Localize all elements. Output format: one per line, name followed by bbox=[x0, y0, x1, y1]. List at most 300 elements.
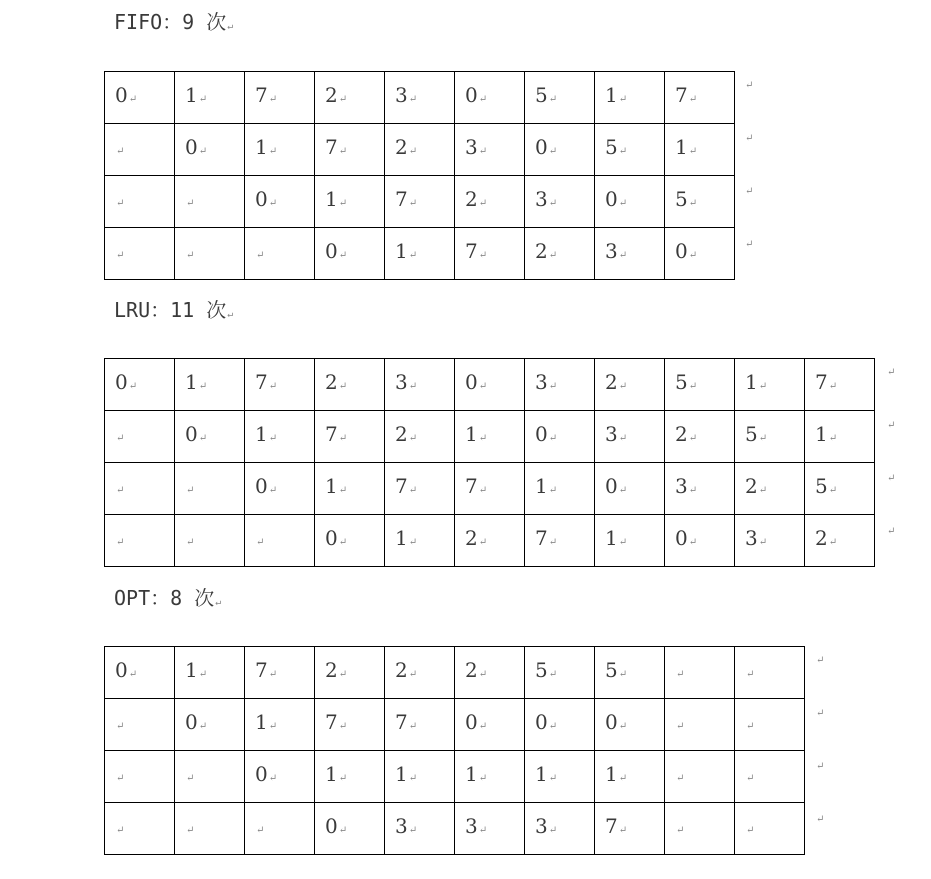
table-cell bbox=[525, 176, 595, 228]
table-cell bbox=[665, 72, 735, 124]
cell-value: 5 bbox=[535, 658, 548, 682]
table-cell bbox=[665, 411, 735, 463]
cell-value: 0 bbox=[675, 239, 688, 263]
cell-value: 2 bbox=[395, 135, 408, 159]
table-row bbox=[105, 72, 735, 124]
paragraph-mark-icon: ↵ bbox=[676, 825, 685, 836]
paragraph-mark-icon: ↵ bbox=[128, 94, 138, 105]
paragraph-mark-icon: ↵ bbox=[268, 433, 278, 444]
paragraph-mark-icon: ↵ bbox=[688, 250, 698, 261]
paragraph-mark-icon: ↵ bbox=[227, 21, 234, 32]
cell-value: 0 bbox=[185, 422, 198, 446]
table-cell bbox=[525, 463, 595, 515]
cell-value: 0 bbox=[535, 710, 548, 734]
table-cell bbox=[525, 803, 595, 855]
table-cell bbox=[665, 751, 735, 803]
table-cell bbox=[245, 411, 315, 463]
table-cell bbox=[595, 647, 665, 699]
cell-value: 2 bbox=[745, 474, 758, 498]
table-cell bbox=[175, 72, 245, 124]
cell-value: 0 bbox=[465, 710, 478, 734]
table-cell bbox=[455, 751, 525, 803]
paragraph-mark-icon: ↵ bbox=[408, 721, 418, 732]
table-cell bbox=[595, 803, 665, 855]
table-cell bbox=[665, 124, 735, 176]
table-cell bbox=[245, 176, 315, 228]
cell-value: 1 bbox=[605, 762, 618, 786]
table-cell bbox=[665, 463, 735, 515]
paragraph-mark-icon: ↵ bbox=[116, 198, 125, 209]
paragraph-mark-icon: ↵ bbox=[548, 669, 558, 680]
cell-value: 1 bbox=[325, 762, 338, 786]
paragraph-mark-icon: ↵ bbox=[128, 381, 138, 392]
row-end-mark-icon: ↵ bbox=[745, 133, 754, 144]
cell-value: 5 bbox=[815, 474, 828, 498]
paragraph-mark-icon: ↵ bbox=[548, 198, 558, 209]
paragraph-mark-icon: ↵ bbox=[688, 198, 698, 209]
table-cell bbox=[105, 228, 175, 280]
cell-value: 5 bbox=[675, 370, 688, 394]
paragraph-mark-icon: ↵ bbox=[618, 381, 628, 392]
paragraph-mark-icon: ↵ bbox=[116, 825, 125, 836]
table-cell bbox=[595, 124, 665, 176]
table-cell bbox=[175, 647, 245, 699]
cell-value: 5 bbox=[605, 658, 618, 682]
cell-value: 3 bbox=[605, 239, 618, 263]
table-cell bbox=[315, 515, 385, 567]
table-row bbox=[105, 176, 735, 228]
table-row bbox=[105, 647, 805, 699]
cell-value: 3 bbox=[675, 474, 688, 498]
paragraph-mark-icon: ↵ bbox=[676, 773, 685, 784]
cell-value: 0 bbox=[535, 422, 548, 446]
cell-value: 7 bbox=[395, 710, 408, 734]
paragraph-mark-icon: ↵ bbox=[198, 146, 208, 157]
table-cell bbox=[175, 803, 245, 855]
table-cell bbox=[455, 124, 525, 176]
table-cell bbox=[105, 515, 175, 567]
paragraph-mark-icon: ↵ bbox=[198, 381, 208, 392]
table-row bbox=[105, 751, 805, 803]
paragraph-mark-icon: ↵ bbox=[116, 433, 125, 444]
table-cell bbox=[105, 463, 175, 515]
table-cell bbox=[805, 463, 875, 515]
table-cell bbox=[245, 463, 315, 515]
cell-value: 0 bbox=[255, 474, 268, 498]
cell-value: 3 bbox=[745, 526, 758, 550]
cell-value: 3 bbox=[465, 135, 478, 159]
table-cell bbox=[735, 699, 805, 751]
table-cell bbox=[595, 463, 665, 515]
cell-value: 7 bbox=[395, 187, 408, 211]
cell-value: 3 bbox=[395, 83, 408, 107]
cell-value: 0 bbox=[115, 370, 128, 394]
table-cell bbox=[665, 515, 735, 567]
cell-value: 3 bbox=[535, 370, 548, 394]
table-cell bbox=[735, 463, 805, 515]
paragraph-mark-icon: ↵ bbox=[186, 773, 195, 784]
paragraph-mark-icon: ↵ bbox=[268, 669, 278, 680]
table-cell bbox=[455, 411, 525, 463]
paragraph-mark-icon: ↵ bbox=[116, 250, 125, 261]
paragraph-mark-icon: ↵ bbox=[198, 721, 208, 732]
cell-value: 1 bbox=[395, 526, 408, 550]
cell-value: 1 bbox=[745, 370, 758, 394]
row-end-mark-icon: ↵ bbox=[816, 655, 825, 666]
cell-value: 2 bbox=[675, 422, 688, 446]
cell-value: 7 bbox=[605, 814, 618, 838]
fifo-heading-text: FIFO：9 次 bbox=[114, 10, 227, 34]
table-cell bbox=[805, 359, 875, 411]
paragraph-mark-icon: ↵ bbox=[268, 146, 278, 157]
lru-table bbox=[104, 358, 875, 567]
paragraph-mark-icon: ↵ bbox=[198, 94, 208, 105]
paragraph-mark-icon: ↵ bbox=[116, 721, 125, 732]
paragraph-mark-icon: ↵ bbox=[548, 146, 558, 157]
cell-value: 1 bbox=[395, 762, 408, 786]
table-cell bbox=[665, 803, 735, 855]
row-end-mark-icon: ↵ bbox=[745, 80, 754, 91]
table-cell bbox=[245, 515, 315, 567]
table-cell bbox=[525, 647, 595, 699]
paragraph-mark-icon: ↵ bbox=[268, 773, 278, 784]
table-cell bbox=[245, 72, 315, 124]
paragraph-mark-icon: ↵ bbox=[478, 485, 488, 496]
paragraph-mark-icon: ↵ bbox=[758, 537, 768, 548]
paragraph-mark-icon: ↵ bbox=[338, 433, 348, 444]
cell-value: 3 bbox=[465, 814, 478, 838]
cell-value: 2 bbox=[395, 658, 408, 682]
table-cell bbox=[105, 176, 175, 228]
paragraph-mark-icon: ↵ bbox=[676, 721, 685, 732]
table-cell bbox=[245, 699, 315, 751]
paragraph-mark-icon: ↵ bbox=[186, 250, 195, 261]
table-cell bbox=[245, 228, 315, 280]
cell-value: 2 bbox=[395, 422, 408, 446]
cell-value: 7 bbox=[255, 658, 268, 682]
paragraph-mark-icon: ↵ bbox=[338, 485, 348, 496]
table-cell bbox=[525, 72, 595, 124]
paragraph-mark-icon: ↵ bbox=[408, 250, 418, 261]
paragraph-mark-icon: ↵ bbox=[478, 433, 488, 444]
table-cell bbox=[735, 751, 805, 803]
paragraph-mark-icon: ↵ bbox=[548, 94, 558, 105]
cell-value: 0 bbox=[255, 187, 268, 211]
paragraph-mark-icon: ↵ bbox=[338, 825, 348, 836]
table-cell bbox=[245, 647, 315, 699]
paragraph-mark-icon: ↵ bbox=[338, 250, 348, 261]
paragraph-mark-icon: ↵ bbox=[338, 669, 348, 680]
row-end-mark-icon: ↵ bbox=[887, 473, 896, 484]
paragraph-mark-icon: ↵ bbox=[116, 537, 125, 548]
paragraph-mark-icon: ↵ bbox=[746, 721, 755, 732]
paragraph-mark-icon: ↵ bbox=[548, 433, 558, 444]
cell-value: 7 bbox=[465, 474, 478, 498]
table-cell bbox=[595, 176, 665, 228]
table-cell bbox=[245, 803, 315, 855]
cell-value: 0 bbox=[325, 526, 338, 550]
table-cell bbox=[315, 228, 385, 280]
table-cell bbox=[315, 359, 385, 411]
table-cell bbox=[455, 359, 525, 411]
table-cell bbox=[315, 751, 385, 803]
table-cell bbox=[385, 359, 455, 411]
paragraph-mark-icon: ↵ bbox=[268, 198, 278, 209]
row-end-mark-icon: ↵ bbox=[887, 526, 896, 537]
cell-value: 0 bbox=[115, 83, 128, 107]
cell-value: 0 bbox=[605, 187, 618, 211]
cell-value: 2 bbox=[325, 370, 338, 394]
table-cell bbox=[595, 72, 665, 124]
table-cell bbox=[735, 411, 805, 463]
paragraph-mark-icon: ↵ bbox=[828, 485, 838, 496]
table-cell bbox=[245, 751, 315, 803]
cell-value: 2 bbox=[465, 658, 478, 682]
cell-value: 5 bbox=[745, 422, 758, 446]
table-cell bbox=[805, 411, 875, 463]
table-cell bbox=[385, 751, 455, 803]
table-cell bbox=[105, 411, 175, 463]
cell-value: 3 bbox=[535, 814, 548, 838]
paragraph-mark-icon: ↵ bbox=[688, 146, 698, 157]
cell-value: 7 bbox=[325, 422, 338, 446]
cell-value: 1 bbox=[255, 422, 268, 446]
cell-value: 0 bbox=[535, 135, 548, 159]
opt-table bbox=[104, 646, 805, 855]
cell-value: 0 bbox=[325, 239, 338, 263]
table-cell bbox=[385, 803, 455, 855]
paragraph-mark-icon: ↵ bbox=[618, 94, 628, 105]
row-end-mark-icon: ↵ bbox=[816, 814, 825, 825]
cell-value: 2 bbox=[535, 239, 548, 263]
paragraph-mark-icon: ↵ bbox=[618, 250, 628, 261]
table-cell bbox=[105, 751, 175, 803]
opt-heading-text: OPT：8 次 bbox=[114, 586, 215, 610]
paragraph-mark-icon: ↵ bbox=[478, 669, 488, 680]
paragraph-mark-icon: ↵ bbox=[338, 381, 348, 392]
table-cell bbox=[595, 515, 665, 567]
cell-value: 7 bbox=[255, 83, 268, 107]
table-cell bbox=[665, 176, 735, 228]
cell-value: 0 bbox=[325, 814, 338, 838]
paragraph-mark-icon: ↵ bbox=[186, 198, 195, 209]
lru-heading-text: LRU：11 次 bbox=[114, 298, 227, 322]
paragraph-mark-icon: ↵ bbox=[548, 537, 558, 548]
table-cell bbox=[665, 359, 735, 411]
cell-value: 3 bbox=[605, 422, 618, 446]
paragraph-mark-icon: ↵ bbox=[408, 669, 418, 680]
cell-value: 1 bbox=[465, 422, 478, 446]
cell-value: 2 bbox=[465, 187, 478, 211]
table-cell bbox=[525, 124, 595, 176]
paragraph-mark-icon: ↵ bbox=[688, 433, 698, 444]
table-cell bbox=[455, 803, 525, 855]
paragraph-mark-icon: ↵ bbox=[186, 825, 195, 836]
paragraph-mark-icon: ↵ bbox=[548, 250, 558, 261]
paragraph-mark-icon: ↵ bbox=[116, 146, 125, 157]
table-cell bbox=[385, 228, 455, 280]
paragraph-mark-icon: ↵ bbox=[548, 721, 558, 732]
paragraph-mark-icon: ↵ bbox=[618, 146, 628, 157]
table-cell bbox=[175, 463, 245, 515]
table-cell bbox=[455, 72, 525, 124]
cell-value: 2 bbox=[325, 83, 338, 107]
cell-value: 1 bbox=[675, 135, 688, 159]
table-cell bbox=[385, 647, 455, 699]
table-row bbox=[105, 463, 875, 515]
lru-heading bbox=[114, 298, 233, 327]
cell-value: 3 bbox=[535, 187, 548, 211]
paragraph-mark-icon: ↵ bbox=[478, 94, 488, 105]
cell-value: 0 bbox=[465, 83, 478, 107]
paragraph-mark-icon: ↵ bbox=[338, 537, 348, 548]
paragraph-mark-icon: ↵ bbox=[758, 381, 768, 392]
paragraph-mark-icon: ↵ bbox=[198, 669, 208, 680]
fifo-heading bbox=[114, 10, 233, 39]
cell-value: 1 bbox=[465, 762, 478, 786]
cell-value: 2 bbox=[605, 370, 618, 394]
table-cell bbox=[105, 124, 175, 176]
cell-value: 1 bbox=[535, 762, 548, 786]
row-end-mark-icon: ↵ bbox=[816, 708, 825, 719]
table-cell bbox=[385, 124, 455, 176]
table-cell bbox=[385, 411, 455, 463]
paragraph-mark-icon: ↵ bbox=[746, 669, 755, 680]
cell-value: 7 bbox=[535, 526, 548, 550]
table-cell bbox=[665, 228, 735, 280]
cell-value: 7 bbox=[325, 710, 338, 734]
opt-heading bbox=[114, 586, 221, 615]
paragraph-mark-icon: ↵ bbox=[478, 381, 488, 392]
table-cell bbox=[315, 411, 385, 463]
cell-value: 7 bbox=[815, 370, 828, 394]
paragraph-mark-icon: ↵ bbox=[746, 825, 755, 836]
paragraph-mark-icon: ↵ bbox=[128, 669, 138, 680]
cell-value: 0 bbox=[185, 710, 198, 734]
table-cell bbox=[175, 515, 245, 567]
row-end-mark-icon: ↵ bbox=[887, 367, 896, 378]
table-cell bbox=[385, 176, 455, 228]
paragraph-mark-icon: ↵ bbox=[408, 146, 418, 157]
table-row bbox=[105, 359, 875, 411]
cell-value: 2 bbox=[465, 526, 478, 550]
paragraph-mark-icon: ↵ bbox=[478, 537, 488, 548]
paragraph-mark-icon: ↵ bbox=[688, 381, 698, 392]
paragraph-mark-icon: ↵ bbox=[215, 597, 222, 608]
table-cell bbox=[315, 803, 385, 855]
table-cell bbox=[525, 699, 595, 751]
paragraph-mark-icon: ↵ bbox=[688, 485, 698, 496]
paragraph-mark-icon: ↵ bbox=[548, 773, 558, 784]
paragraph-mark-icon: ↵ bbox=[116, 773, 125, 784]
paragraph-mark-icon: ↵ bbox=[618, 721, 628, 732]
cell-value: 2 bbox=[325, 658, 338, 682]
paragraph-mark-icon: ↵ bbox=[227, 309, 234, 320]
paragraph-mark-icon: ↵ bbox=[268, 721, 278, 732]
table-cell bbox=[105, 359, 175, 411]
cell-value: 1 bbox=[325, 187, 338, 211]
table-row bbox=[105, 803, 805, 855]
table-cell bbox=[455, 176, 525, 228]
paragraph-mark-icon: ↵ bbox=[618, 669, 628, 680]
table-row bbox=[105, 124, 735, 176]
paragraph-mark-icon: ↵ bbox=[408, 825, 418, 836]
table-cell bbox=[245, 124, 315, 176]
paragraph-mark-icon: ↵ bbox=[268, 485, 278, 496]
paragraph-mark-icon: ↵ bbox=[338, 721, 348, 732]
paragraph-mark-icon: ↵ bbox=[828, 537, 838, 548]
row-end-mark-icon: ↵ bbox=[816, 761, 825, 772]
table-cell bbox=[455, 228, 525, 280]
cell-value: 0 bbox=[185, 135, 198, 159]
paragraph-mark-icon: ↵ bbox=[116, 485, 125, 496]
table-cell bbox=[525, 515, 595, 567]
row-end-mark-icon: ↵ bbox=[745, 186, 754, 197]
paragraph-mark-icon: ↵ bbox=[338, 94, 348, 105]
row-end-mark-icon: ↵ bbox=[887, 420, 896, 431]
paragraph-mark-icon: ↵ bbox=[676, 669, 685, 680]
table-cell bbox=[175, 751, 245, 803]
paragraph-mark-icon: ↵ bbox=[618, 198, 628, 209]
cell-value: 1 bbox=[255, 135, 268, 159]
table-cell bbox=[385, 72, 455, 124]
table-cell bbox=[525, 228, 595, 280]
paragraph-mark-icon: ↵ bbox=[408, 381, 418, 392]
cell-value: 1 bbox=[255, 710, 268, 734]
cell-value: 1 bbox=[535, 474, 548, 498]
table-cell bbox=[525, 359, 595, 411]
table-cell bbox=[385, 515, 455, 567]
paragraph-mark-icon: ↵ bbox=[746, 773, 755, 784]
table-cell bbox=[595, 699, 665, 751]
table-cell bbox=[595, 411, 665, 463]
paragraph-mark-icon: ↵ bbox=[408, 773, 418, 784]
cell-value: 1 bbox=[325, 474, 338, 498]
paragraph-mark-icon: ↵ bbox=[408, 198, 418, 209]
table-cell bbox=[175, 228, 245, 280]
paragraph-mark-icon: ↵ bbox=[268, 381, 278, 392]
paragraph-mark-icon: ↵ bbox=[268, 94, 278, 105]
cell-value: 1 bbox=[185, 370, 198, 394]
table-cell bbox=[175, 411, 245, 463]
cell-value: 1 bbox=[605, 83, 618, 107]
cell-value: 7 bbox=[465, 239, 478, 263]
paragraph-mark-icon: ↵ bbox=[408, 537, 418, 548]
table-cell bbox=[665, 699, 735, 751]
table-cell bbox=[595, 359, 665, 411]
fifo-table bbox=[104, 71, 735, 280]
paragraph-mark-icon: ↵ bbox=[186, 537, 195, 548]
paragraph-mark-icon: ↵ bbox=[618, 773, 628, 784]
table-cell bbox=[105, 72, 175, 124]
paragraph-mark-icon: ↵ bbox=[618, 433, 628, 444]
paragraph-mark-icon: ↵ bbox=[618, 485, 628, 496]
table-cell bbox=[735, 515, 805, 567]
paragraph-mark-icon: ↵ bbox=[548, 381, 558, 392]
table-cell bbox=[105, 647, 175, 699]
paragraph-mark-icon: ↵ bbox=[478, 250, 488, 261]
paragraph-mark-icon: ↵ bbox=[548, 485, 558, 496]
table-cell bbox=[455, 647, 525, 699]
table-cell bbox=[735, 803, 805, 855]
table-cell bbox=[315, 699, 385, 751]
table-cell bbox=[735, 647, 805, 699]
paragraph-mark-icon: ↵ bbox=[688, 537, 698, 548]
table-cell bbox=[175, 124, 245, 176]
cell-value: 1 bbox=[395, 239, 408, 263]
paragraph-mark-icon: ↵ bbox=[478, 198, 488, 209]
paragraph-mark-icon: ↵ bbox=[548, 825, 558, 836]
